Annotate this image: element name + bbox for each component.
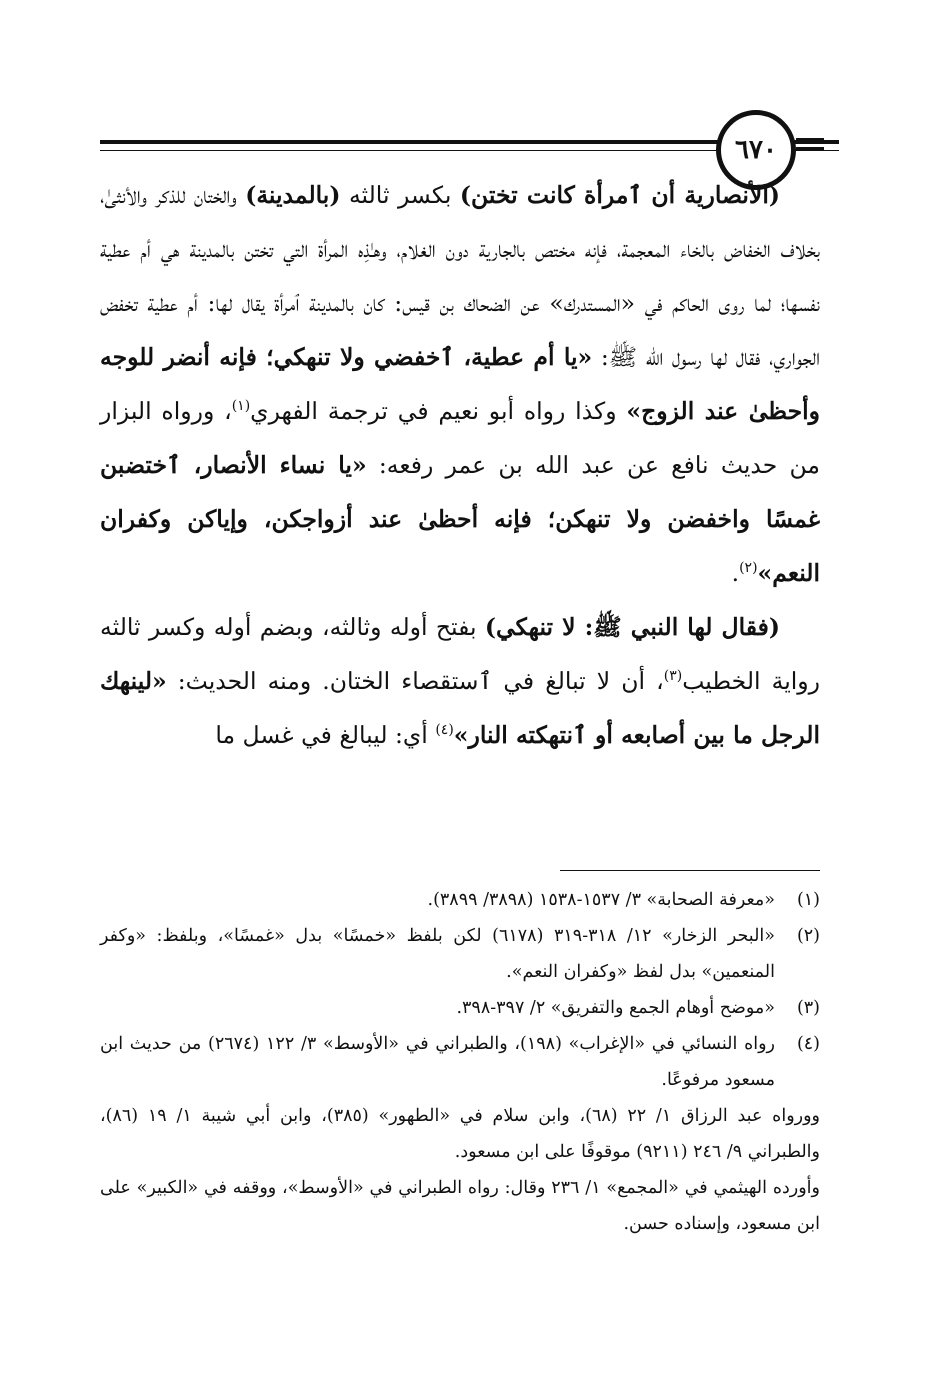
footnote-text: «معرفة الصحابة» ٣/ ١٥٣٧-١٥٣٨ (٣٨٩٨/ ٣٨٩٩). [427, 890, 775, 910]
bold-phrase: (الأنصارية أن ٱمرأة كانت تختن) [459, 181, 780, 209]
footnote-text: «البحر الزخار» ١٢/ ٣١٨-٣١٩ (٦١٧٨) لكن بلفظ «خمسًا» بدل «غمسًا»، وبلفظ: «وكفر المنعمين» بدل لفظ «وكفران النعم». [100, 926, 775, 982]
paragraph-1 [100, 168, 820, 600]
footnote-separator [560, 870, 820, 871]
footnote-4 [100, 1026, 820, 1098]
footnote-number: (٢) [796, 926, 820, 946]
bold-phrase: (فقال لها النبي ﷺ: لا تنهكي) [484, 613, 780, 641]
footnote-3 [100, 990, 820, 1026]
text-run: . [731, 559, 740, 587]
text-run: والختان للذكر والأنثىٰ، بخلاف الخفاض بالخاء المعجمة، فإنه مختص بالجارية دون الغلام، وهـٰذِه المرأة التي تختن بالمدينة هي أم عطية نفسها؛ لما روى الحاكم في «المستدرك» عن الضحاك بن قيس: كان بالمدينة ٱمرأة يقال لها: أم عطية تخفض الجواري، فقال لها رسول الله ﷺ: [100, 181, 820, 371]
hadith-quote: «لينهك الرجل ما بين أصابعه أو ٱنتهكته النار» [100, 667, 820, 749]
footnote-number: (١) [796, 890, 820, 910]
text-run: أي: ليبالغ في غسل ما [215, 721, 436, 749]
text-run: بفتح أوله وثالثه، وبضم أوله وكسر ثالثه رواية الخطيب [100, 613, 820, 695]
footnote-ref-3[interactable]: (٣) [663, 668, 683, 685]
footnote-ref-4[interactable]: (٤) [435, 722, 454, 739]
paragraph-2 [100, 600, 820, 762]
hadith-quote: «يا نساء الأنصار، ٱختضبن غمسًا واخفضن ولا تنهكن؛ فإنه أحظىٰ عند أزواجكن، وإياكن وكفران النعم» [100, 451, 820, 587]
text-run: ، أن لا تبالغ في ٱستقصاء الختان. ومنه الحديث: [166, 667, 664, 695]
main-text [100, 168, 820, 762]
hadith-quote: «يا أم عطية، ٱخفضي ولا تنهكي؛ فإنه أنضر للوجه وأحظىٰ عند الزوج» [100, 343, 820, 425]
footnote-number: (٤) [796, 1034, 820, 1054]
footnote-text: «موضح أوهام الجمع والتفريق» ٢/ ٣٩٧-٣٩٨. [456, 998, 775, 1018]
footnotes [100, 882, 820, 1242]
header-ornament [796, 138, 824, 150]
footnote-4-continued: وأورده الهيثمي في «المجمع» ١/ ٢٣٦ وقال: رواه الطبراني في «الأوسط»، ووقفه في «الكبير» على ابن مسعود، وإسناده حسن. [100, 1178, 820, 1234]
footnote-text: رواه النسائي في «الإغراب» (١٩٨)، والطبراني في «الأوسط» ٣/ ١٢٢ (٢٦٧٤) من حديث ابن مسعود مرفوعًا. [100, 1034, 775, 1090]
footnote-1 [100, 882, 820, 918]
bold-phrase: (بالمدينة) [245, 181, 341, 209]
text-run: وكذا رواه أبو نعيم في ترجمة الفهري [250, 397, 627, 425]
footnote-ref-2[interactable]: (٢) [739, 560, 758, 577]
footnote-ref-1[interactable]: (١) [231, 398, 251, 415]
text-run: بكسر ثالثه [340, 181, 460, 209]
page-number: ٦٧٠ [735, 135, 777, 165]
footnote-4-continued: وورواه عبد الرزاق ١/ ٢٢ (٦٨)، وابن سلام في «الطهور» (٣٨٥)، وابن أبي شيبة ١/ ١٩ (٨٦)، والطبراني ٩/ ٢٤٦ (٩٢١١) موقوفًا على ابن مسعود. [100, 1106, 820, 1162]
footnote-2 [100, 918, 820, 990]
text-run: ، ورواه البزار من حديث نافع عن عبد الله بن عمر رفعه: [100, 397, 821, 479]
footnote-number: (٣) [796, 998, 820, 1018]
